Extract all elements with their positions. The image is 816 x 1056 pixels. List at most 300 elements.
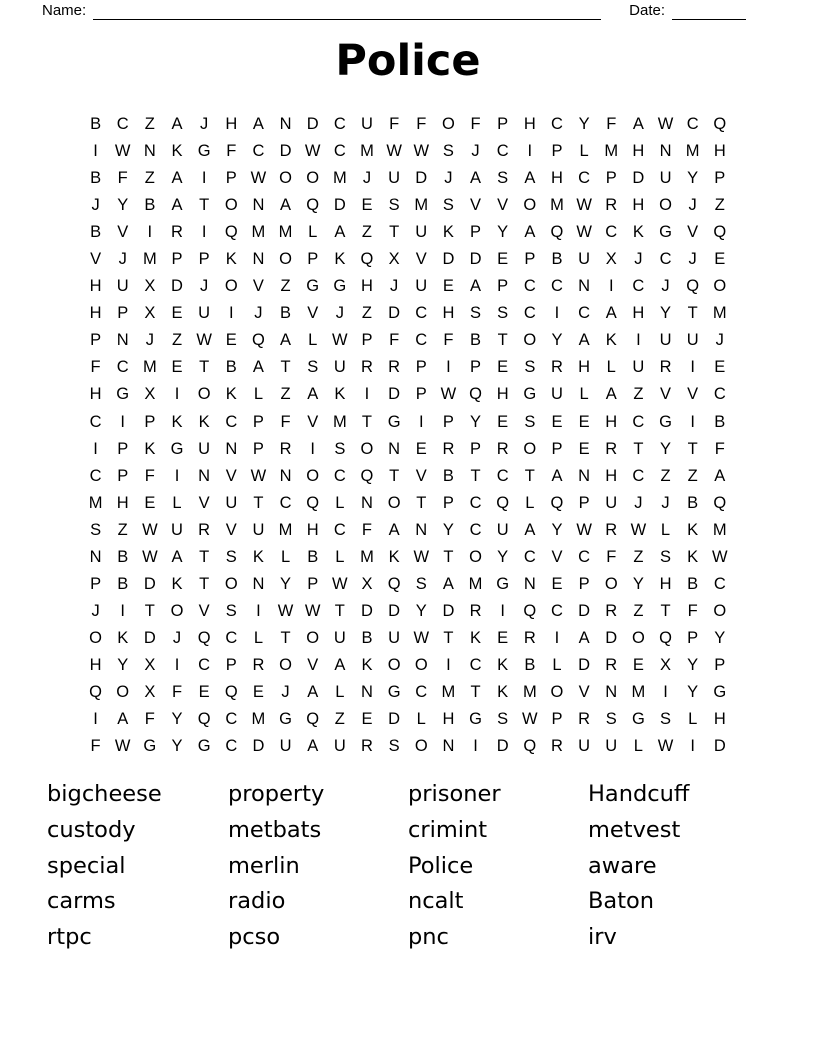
- date-fill-line: [672, 4, 746, 20]
- grid-letter: W: [576, 520, 592, 539]
- grid-letter: C: [279, 493, 292, 512]
- grid-letter: A: [171, 547, 183, 566]
- grid-letter: C: [632, 466, 645, 485]
- grid-letter: Q: [550, 223, 564, 242]
- grid-letter: M: [712, 520, 727, 539]
- grid-letter: H: [442, 304, 455, 323]
- grid-letter: K: [334, 385, 346, 404]
- grid-letter: L: [552, 655, 562, 674]
- grid-letter: R: [605, 520, 618, 539]
- grid-letter: I: [93, 142, 98, 161]
- grid-letter: W: [250, 466, 267, 485]
- grid-letter: K: [225, 385, 237, 404]
- grid-letter: W: [576, 196, 592, 215]
- grid-letter: V: [578, 683, 590, 701]
- grid-letter: C: [523, 277, 536, 296]
- grid-row-7: [82, 273, 733, 300]
- grid-letter: K: [442, 223, 454, 242]
- grid-letter: X: [361, 574, 373, 593]
- grid-letter: M: [142, 358, 157, 377]
- grid-letter: C: [333, 520, 346, 539]
- grid-letter: J: [362, 169, 372, 188]
- grid-letter: X: [144, 277, 156, 296]
- word-list-column-4: [588, 777, 689, 956]
- grid-letter: Y: [687, 655, 699, 674]
- grid-letter: C: [116, 358, 129, 377]
- grid-letter: E: [171, 358, 183, 377]
- grid-letter: B: [442, 466, 454, 485]
- grid-letter: Q: [360, 466, 374, 485]
- grid-letter: B: [361, 628, 373, 647]
- grid-letter: D: [713, 737, 726, 756]
- grid-letter: M: [251, 223, 266, 242]
- grid-letter: I: [147, 223, 153, 242]
- grid-letter: B: [90, 223, 102, 242]
- grid-letter: H: [89, 655, 102, 674]
- grid-letter: P: [117, 439, 129, 458]
- grid-letter: E: [442, 277, 454, 296]
- grid-letter: R: [252, 655, 265, 674]
- word-item: rtpc: [47, 924, 92, 951]
- grid-letter: E: [415, 439, 427, 458]
- grid-letter: U: [415, 223, 428, 242]
- word-item: radio: [228, 888, 286, 915]
- grid-letter: D: [442, 601, 455, 620]
- grid-letter: P: [415, 358, 427, 377]
- grid-letter: Q: [306, 710, 320, 729]
- grid-letter: U: [198, 439, 211, 458]
- grid-letter: N: [116, 331, 129, 350]
- grid-letter: N: [578, 277, 591, 296]
- grid-letter: V: [470, 196, 482, 215]
- grid-letter: H: [632, 196, 645, 215]
- grid-letter: A: [632, 115, 644, 134]
- grid-letter: L: [253, 385, 263, 404]
- grid-letter: Y: [415, 601, 427, 620]
- grid-letter: V: [225, 520, 237, 539]
- grid-letter: Q: [523, 601, 537, 620]
- grid-letter: J: [200, 115, 209, 134]
- grid-letter: S: [497, 169, 509, 188]
- grid-letter: Y: [117, 655, 129, 674]
- grid-letter: U: [578, 737, 591, 756]
- grid-row-24: [82, 733, 733, 760]
- grid-letter: Z: [361, 223, 373, 242]
- grid-letter: B: [117, 547, 129, 566]
- word-item: carms: [47, 888, 116, 915]
- grid-letter: Q: [197, 710, 211, 729]
- grid-letter: W: [657, 115, 674, 134]
- grid-letter: U: [388, 169, 401, 188]
- grid-letter: F: [687, 601, 698, 620]
- grid-letter: T: [416, 493, 427, 512]
- grid-letter: K: [198, 412, 210, 431]
- grid-letter: S: [497, 710, 509, 729]
- grid-letter: Q: [659, 628, 672, 647]
- grid-letter: Y: [171, 710, 183, 729]
- grid-row-14: [82, 463, 733, 490]
- grid-letter: A: [280, 196, 292, 215]
- grid-letter: W: [413, 628, 430, 647]
- grid-row-17: [82, 544, 733, 571]
- grid-letter: O: [414, 737, 428, 756]
- grid-letter: U: [578, 250, 591, 269]
- grid-letter: W: [386, 142, 402, 161]
- grid-letter: C: [333, 142, 346, 161]
- grid-letter: N: [361, 683, 373, 701]
- grid-letter: N: [442, 737, 455, 756]
- grid-letter: P: [470, 223, 482, 242]
- grid-letter: C: [333, 466, 346, 485]
- grid-row-21: [82, 652, 733, 679]
- grid-letter: F: [226, 142, 237, 161]
- grid-letter: J: [172, 628, 182, 647]
- grid-letter: E: [714, 358, 726, 377]
- grid-letter: H: [605, 466, 618, 485]
- grid-letter: U: [116, 277, 129, 296]
- grid-letter: Y: [660, 439, 672, 458]
- grid-letter: C: [469, 655, 482, 674]
- grid-letter: X: [144, 655, 156, 674]
- grid-letter: K: [171, 574, 183, 593]
- grid-letter: E: [225, 331, 237, 350]
- grid-letter: S: [605, 710, 617, 729]
- grid-letter: B: [225, 358, 237, 377]
- grid-letter: P: [578, 493, 590, 512]
- grid-letter: E: [144, 493, 156, 512]
- grid-letter: K: [117, 628, 129, 647]
- grid-letter: J: [688, 196, 697, 215]
- grid-letter: K: [497, 655, 509, 674]
- grid-letter: Z: [117, 520, 128, 539]
- grid-letter: P: [470, 358, 482, 377]
- grid-letter: C: [415, 304, 428, 323]
- grid-letter: S: [388, 196, 400, 215]
- grid-letter: C: [496, 466, 509, 485]
- grid-letter: X: [660, 655, 672, 674]
- grid-letter: V: [687, 385, 699, 404]
- word-item: merlin: [228, 852, 300, 879]
- grid-letter: P: [551, 439, 563, 458]
- grid-letter: I: [500, 601, 505, 620]
- grid-letter: E: [497, 412, 509, 431]
- grid-letter: M: [88, 493, 103, 512]
- grid-letter: G: [496, 574, 510, 593]
- grid-letter: M: [712, 304, 727, 323]
- word-item: Handcuff: [588, 781, 690, 807]
- grid-letter: I: [554, 304, 560, 323]
- grid-letter: O: [279, 250, 292, 269]
- date-label: Date:: [629, 2, 665, 19]
- grid-letter: U: [361, 115, 373, 134]
- word-list-column-3: [408, 777, 588, 956]
- grid-letter: A: [524, 223, 536, 242]
- grid-letter: E: [551, 574, 563, 593]
- grid-letter: Y: [660, 304, 672, 323]
- grid-letter: O: [387, 493, 401, 512]
- grid-letter: U: [415, 277, 428, 296]
- grid-letter: T: [470, 466, 481, 485]
- grid-letter: H: [551, 169, 563, 188]
- grid-letter: M: [278, 223, 293, 242]
- grid-letter: H: [578, 358, 591, 377]
- grid-letter: Y: [280, 574, 292, 593]
- grid-letter: I: [690, 358, 695, 377]
- grid-letter: G: [387, 683, 401, 701]
- word-item: special: [47, 852, 126, 879]
- grid-letter: I: [120, 601, 125, 620]
- grid-letter: R: [523, 628, 536, 647]
- grid-letter: A: [307, 737, 319, 756]
- grid-letter: X: [388, 250, 400, 269]
- grid-letter: F: [714, 439, 725, 458]
- grid-letter: L: [280, 547, 291, 566]
- grid-letter: J: [661, 277, 670, 296]
- grid-letter: B: [524, 655, 536, 674]
- grid-letter: C: [551, 115, 563, 134]
- grid-letter: F: [171, 683, 183, 701]
- grid-letter: A: [117, 710, 129, 729]
- grid-letter: P: [605, 169, 617, 188]
- grid-letter: W: [304, 601, 321, 620]
- grid-letter: T: [687, 304, 698, 323]
- grid-letter: M: [631, 683, 646, 701]
- grid-letter: K: [470, 628, 482, 647]
- word-list: [47, 777, 689, 956]
- grid-letter: E: [497, 250, 509, 269]
- grid-letter: L: [308, 331, 318, 350]
- grid-letter: Y: [497, 547, 509, 566]
- grid-letter: W: [304, 142, 321, 161]
- grid-letter: S: [388, 737, 400, 756]
- grid-letter: R: [442, 439, 455, 458]
- grid-row-11: [82, 381, 733, 408]
- grid-letter: V: [307, 412, 319, 431]
- grid-letter: J: [145, 331, 154, 350]
- grid-letter: K: [687, 520, 699, 539]
- grid-letter: A: [280, 331, 292, 350]
- grid-letter: G: [659, 223, 672, 242]
- grid-letter: D: [306, 115, 319, 134]
- grid-letter: A: [171, 115, 183, 134]
- grid-letter: A: [605, 304, 617, 323]
- grid-letter: B: [280, 304, 292, 323]
- grid-letter: W: [413, 142, 430, 161]
- grid-letter: U: [252, 520, 265, 539]
- grid-letter: D: [605, 628, 618, 647]
- grid-letter: S: [660, 547, 672, 566]
- grid-letter: C: [225, 710, 238, 729]
- grid-letter: G: [279, 710, 292, 729]
- grid-letter: Y: [687, 683, 699, 701]
- grid-letter: S: [524, 358, 536, 377]
- grid-letter: O: [279, 655, 292, 674]
- grid-letter: I: [418, 412, 424, 431]
- grid-row-20: [82, 625, 733, 652]
- grid-letter: U: [632, 358, 645, 377]
- grid-letter: I: [364, 385, 370, 404]
- grid-letter: Q: [197, 628, 211, 647]
- grid-letter: D: [143, 628, 156, 647]
- grid-letter: U: [659, 169, 672, 188]
- grid-letter: K: [388, 547, 400, 566]
- grid-letter: O: [550, 683, 564, 701]
- grid-letter: Y: [470, 412, 482, 431]
- grid-letter: C: [89, 412, 102, 431]
- grid-letter: B: [470, 331, 482, 350]
- grid-letter: Y: [551, 520, 563, 539]
- grid-letter: T: [687, 439, 698, 458]
- grid-letter: P: [117, 304, 129, 323]
- grid-letter: Y: [551, 331, 563, 350]
- grid-letter: L: [335, 547, 345, 566]
- grid-letter: I: [201, 223, 207, 242]
- grid-letter: W: [332, 574, 348, 593]
- grid-letter: F: [606, 547, 617, 566]
- grid-letter: K: [605, 331, 617, 350]
- word-item: Police: [408, 852, 474, 879]
- grid-letter: A: [307, 385, 319, 404]
- grid-letter: D: [578, 601, 591, 620]
- grid-letter: J: [281, 683, 290, 701]
- grid-letter: H: [361, 277, 373, 296]
- grid-letter: T: [389, 466, 400, 485]
- word-item: property: [228, 781, 325, 807]
- grid-letter: U: [686, 331, 699, 350]
- grid-letter: P: [144, 412, 156, 431]
- grid-letter: U: [333, 358, 346, 377]
- grid-letter: D: [415, 169, 428, 188]
- grid-letter: Y: [578, 115, 590, 134]
- grid-letter: S: [90, 520, 102, 539]
- grid-row-10: [82, 354, 733, 381]
- grid-letter: S: [442, 142, 454, 161]
- grid-letter: C: [551, 601, 563, 620]
- grid-letter: B: [687, 493, 699, 512]
- grid-letter: V: [307, 655, 319, 674]
- grid-letter: N: [578, 466, 591, 485]
- grid-letter: O: [197, 385, 211, 404]
- grid-letter: H: [632, 304, 645, 323]
- grid-letter: D: [143, 574, 156, 593]
- grid-letter: S: [334, 439, 346, 458]
- grid-letter: L: [606, 358, 616, 377]
- grid-letter: M: [685, 142, 700, 161]
- grid-letter: A: [252, 115, 264, 134]
- grid-letter: R: [605, 655, 618, 674]
- grid-letter: D: [388, 601, 401, 620]
- grid-letter: V: [415, 466, 427, 485]
- grid-letter: B: [144, 196, 156, 215]
- grid-letter: D: [469, 250, 482, 269]
- grid-letter: Q: [89, 683, 102, 701]
- grid-letter: J: [200, 277, 209, 296]
- grid-letter: U: [333, 737, 346, 756]
- grid-letter: D: [496, 737, 509, 756]
- grid-letter: D: [388, 304, 401, 323]
- grid-letter: E: [632, 655, 644, 674]
- word-item: custody: [47, 816, 136, 843]
- grid-letter: M: [251, 710, 266, 729]
- grid-letter: F: [144, 466, 155, 485]
- grid-letter: U: [225, 493, 238, 512]
- grid-letter: G: [197, 737, 211, 756]
- grid-letter: J: [91, 601, 100, 620]
- grid-letter: E: [361, 196, 373, 215]
- grid-letter: P: [551, 142, 563, 161]
- grid-letter: C: [578, 304, 591, 323]
- grid-letter: P: [442, 412, 454, 431]
- grid-row-23: [82, 706, 733, 733]
- grid-letter: O: [659, 196, 672, 215]
- grid-letter: H: [306, 520, 319, 539]
- grid-letter: C: [523, 304, 536, 323]
- grid-letter: D: [252, 737, 265, 756]
- grid-letter: P: [470, 439, 482, 458]
- grid-letter: B: [90, 169, 102, 188]
- grid-letter: C: [198, 655, 211, 674]
- word-list-column-2: [228, 777, 408, 956]
- grid-letter: H: [89, 277, 102, 296]
- grid-letter: Y: [714, 628, 726, 647]
- grid-row-1: [82, 111, 733, 138]
- grid-letter: C: [632, 277, 645, 296]
- grid-letter: L: [633, 737, 643, 756]
- grid-letter: I: [120, 412, 125, 431]
- grid-letter: E: [252, 683, 264, 701]
- grid-letter: M: [414, 196, 429, 215]
- grid-letter: C: [469, 520, 482, 539]
- grid-letter: F: [144, 710, 155, 729]
- grid-row-4: [82, 192, 733, 219]
- grid-letter: D: [279, 142, 292, 161]
- grid-letter: A: [714, 466, 726, 485]
- grid-letter: C: [578, 169, 591, 188]
- grid-letter: Q: [251, 331, 265, 350]
- grid-letter: M: [550, 196, 564, 215]
- grid-letter: A: [171, 196, 183, 215]
- grid-letter: U: [605, 493, 618, 512]
- grid-letter: U: [198, 304, 211, 323]
- grid-letter: T: [253, 493, 264, 512]
- grid-letter: N: [252, 250, 265, 269]
- grid-letter: M: [468, 574, 483, 593]
- grid-letter: Z: [660, 466, 671, 485]
- grid-letter: O: [360, 439, 374, 458]
- grid-letter: Z: [361, 304, 373, 323]
- grid-letter: M: [142, 250, 157, 269]
- grid-letter: H: [713, 142, 726, 161]
- grid-letter: P: [198, 250, 210, 269]
- grid-letter: V: [497, 196, 509, 215]
- worksheet-header: [42, 1, 746, 21]
- grid-letter: U: [496, 520, 509, 539]
- grid-letter: W: [250, 169, 267, 188]
- grid-letter: U: [388, 628, 401, 647]
- grid-letter: Z: [714, 196, 725, 215]
- grid-letter: H: [116, 493, 129, 512]
- grid-letter: P: [90, 574, 102, 593]
- grid-letter: P: [524, 250, 536, 269]
- grid-letter: Q: [469, 385, 482, 404]
- grid-letter: C: [632, 412, 645, 431]
- grid-letter: W: [142, 520, 158, 539]
- grid-letter: Y: [687, 169, 699, 188]
- grid-letter: O: [604, 574, 618, 593]
- grid-letter: X: [144, 304, 156, 323]
- grid-row-5: [82, 219, 733, 246]
- grid-letter: P: [687, 628, 699, 647]
